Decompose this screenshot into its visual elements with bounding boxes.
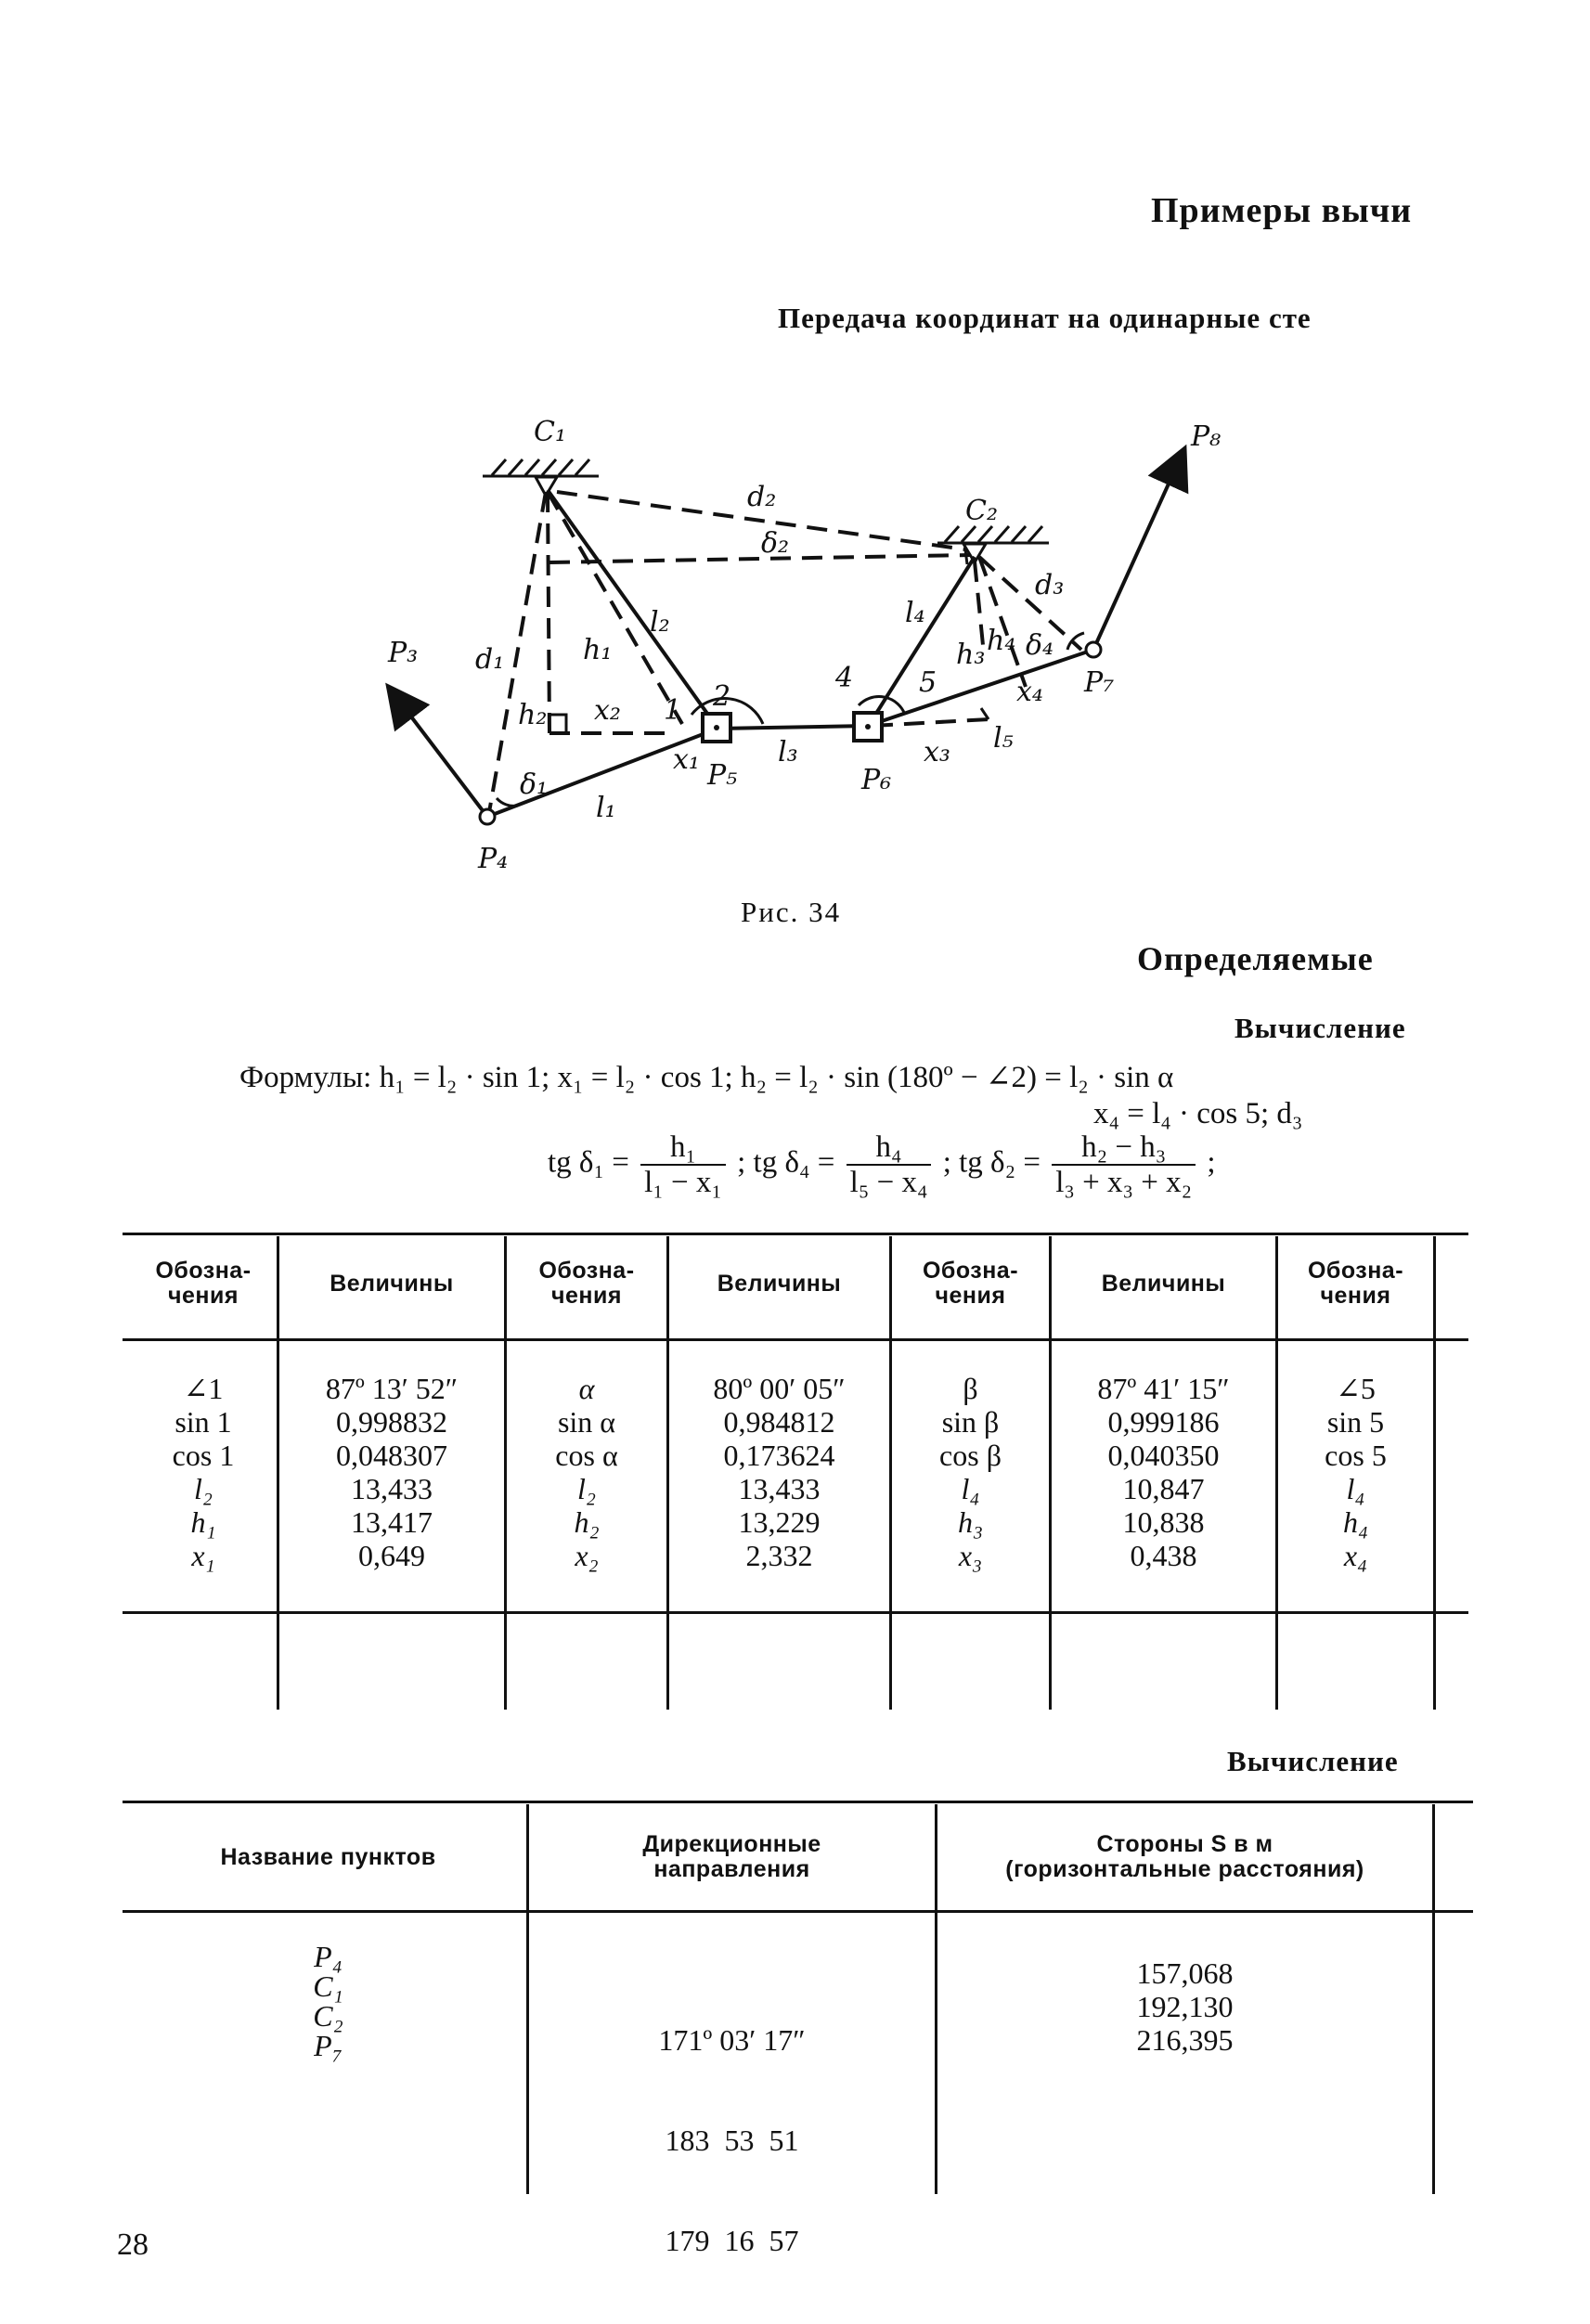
point-p4 [480, 809, 495, 824]
t2-header-3-text: Стороны S в м (горизонтальные расстояния) [1005, 1831, 1364, 1882]
calc-heading-2: Вычисление [1227, 1745, 1399, 1777]
t1-header-7 [1278, 1259, 1433, 1309]
t1-col-6 [1052, 1372, 1275, 1572]
t1-c6-r5: 10,838 [1122, 1505, 1205, 1539]
t1-c7-r4: l₄ [1346, 1472, 1365, 1505]
arrow-p8 [1093, 451, 1183, 650]
t1-col-2 [279, 1372, 504, 1572]
t1-c4-r2: 0,984812 [723, 1405, 835, 1439]
t1-c7-r3: cos 5 [1325, 1439, 1387, 1472]
tg-tail: ; [1207, 1145, 1216, 1180]
t1-c1-r1: ∠1 [183, 1372, 224, 1405]
t1-c1-r2: sin 1 [175, 1405, 232, 1439]
t2-header-1 [130, 1845, 526, 1870]
t1-c3-r2: sin α [557, 1405, 616, 1439]
t1-c4-r6: 2,332 [745, 1539, 813, 1572]
tg2-den: l₅ − x₄ [849, 1166, 928, 1199]
t1-header-4 [669, 1272, 889, 1297]
arrow-p3 [390, 689, 487, 817]
t1-c3-r5: h₂ [574, 1505, 600, 1539]
tg3-left: ; tg δ₂ = [942, 1145, 1041, 1180]
t1-c1-r3: cos 1 [172, 1439, 235, 1472]
t1-c6-r2: 0,999186 [1107, 1405, 1220, 1439]
t1-col-4 [669, 1372, 889, 1572]
tg1-left: tg δ₁ = [548, 1145, 629, 1180]
t2-header-3 [937, 1832, 1432, 1882]
t1-c6-r1: 87º 41′ 15″ [1097, 1372, 1230, 1405]
t1-header-2 [279, 1272, 504, 1297]
tg2-fraction [847, 1130, 932, 1199]
t1-c7-r6: x₄ [1343, 1539, 1368, 1572]
label-x4: x₄ [1016, 676, 1043, 708]
label-x2: x₂ [594, 694, 621, 727]
t1-c6-r3: 0,040350 [1107, 1439, 1220, 1472]
t1-c1-r5: h₁ [190, 1505, 216, 1539]
label-delta2: δ₂ [761, 527, 790, 560]
t1-col-1 [130, 1372, 277, 1572]
label-p5: P₅ [707, 759, 738, 792]
formulas-label: Формулы: [239, 1061, 372, 1094]
wall-hatch-c2 [937, 526, 1049, 543]
label-p6: P₆ [861, 764, 892, 796]
t2-header-2 [529, 1832, 935, 1882]
t2-dir-1: 171º 03′ 17″ [658, 2023, 806, 2057]
t1-c7-r1: ∠5 [1336, 1372, 1376, 1405]
formula-line2: x₄ = l₄ · cos 5; d₃ [1093, 1097, 1303, 1130]
t1-c2-r5: 13,417 [351, 1505, 433, 1539]
t1-c3-r3: cos α [555, 1439, 618, 1472]
tg1-fraction [640, 1130, 726, 1199]
label-p3: P₃ [388, 637, 419, 669]
tg3-fraction [1052, 1130, 1196, 1199]
t1-c2-r1: 87º 13′ 52″ [325, 1372, 459, 1405]
label-delta4: δ₄ [1026, 629, 1054, 662]
t1-header-2-text: Величины [330, 1271, 454, 1297]
label-angle4: 4 [835, 662, 854, 694]
label-p7: P₇ [1084, 666, 1115, 699]
t2-side-1: 157,068 [1136, 1956, 1234, 1990]
t2-point-2: C₁ [313, 1969, 343, 2003]
t1-col-7 [1278, 1372, 1433, 1572]
t1-c1-r6: x₁ [191, 1539, 215, 1572]
t1-c6-r4: 10,847 [1122, 1472, 1205, 1505]
t1-c4-r3: 0,173624 [723, 1439, 835, 1472]
t1-col-3 [507, 1372, 666, 1572]
t1-c5-r3: cos β [939, 1439, 1002, 1472]
tg2-left: ; tg δ₄ = [737, 1145, 835, 1180]
t1-header-5 [892, 1259, 1049, 1309]
t1-header-1-text: Обозна- чения [155, 1258, 252, 1309]
t1-header-7-text: Обозна- чения [1307, 1258, 1404, 1309]
t1-col-5 [892, 1372, 1049, 1572]
label-l5: l₅ [993, 722, 1014, 755]
t1-c2-r6: 0,649 [358, 1539, 425, 1572]
page-title: Примеры вычи [1151, 191, 1413, 230]
t1-c7-r5: h₄ [1342, 1505, 1369, 1539]
t1-header-6-text: Величины [1101, 1271, 1226, 1297]
t1-header-6 [1052, 1272, 1275, 1297]
label-d1: d₁ [475, 643, 505, 676]
t1-c5-r1: β [963, 1372, 978, 1405]
formulas-tg [548, 1130, 1216, 1199]
label-h4: h₄ [987, 625, 1016, 657]
t2-side-2: 192,130 [1136, 1990, 1234, 2023]
figure-34-diagram [371, 408, 1253, 891]
t1-c3-r4: l₂ [576, 1472, 596, 1505]
t1-c5-r6: x₃ [958, 1539, 983, 1572]
figure-caption: Рис. 34 [741, 896, 842, 928]
t1-c7-r2: sin 5 [1326, 1405, 1385, 1439]
label-p8: P₈ [1191, 420, 1222, 453]
label-l3: l₃ [778, 736, 798, 768]
t1-header-4-text: Величины [717, 1271, 842, 1297]
wall-hatch-c1 [483, 459, 599, 476]
label-h3: h₃ [956, 639, 986, 671]
section-heading: Определяемые [1137, 940, 1374, 977]
t2-points [130, 1942, 526, 2060]
label-delta1: δ₁ [520, 768, 549, 801]
calc-heading-1: Вычисление [1235, 1012, 1406, 1044]
label-p4: P₄ [478, 843, 509, 875]
label-c1: C₁ [534, 416, 566, 448]
t1-c2-r4: 13,433 [351, 1472, 433, 1505]
t2-point-1: P₄ [314, 1940, 343, 1973]
tg1-num: h₁ [640, 1130, 726, 1166]
section-subtitle: Передача координат на одинарные сте [778, 302, 1312, 334]
t2-point-3: C₂ [313, 1999, 343, 2033]
t1-c4-r4: 13,433 [738, 1472, 821, 1505]
t2-point-4: P₇ [314, 2029, 343, 2062]
t2-directions [529, 1956, 935, 2324]
t2-header-2-text: Дирекционные направления [642, 1831, 821, 1882]
label-l1: l₁ [596, 792, 616, 824]
t2-sides [937, 1956, 1432, 2057]
formulas-line-1 [239, 1058, 1173, 1095]
t1-header-5-text: Обозна- чения [922, 1258, 1019, 1309]
t1-c4-r1: 80º 00′ 05″ [713, 1372, 846, 1405]
t2-header-1-text: Название пунктов [220, 1844, 436, 1870]
t2-side-3: 216,395 [1136, 2023, 1234, 2057]
point-p7 [1086, 642, 1101, 657]
label-h2: h₂ [518, 699, 548, 731]
t1-header-3-text: Обозна- чения [538, 1258, 635, 1309]
label-angle5: 5 [919, 666, 937, 699]
t1-c4-r5: 13,229 [738, 1505, 821, 1539]
label-h1: h₁ [583, 634, 613, 666]
t1-c2-r3: 0,048307 [336, 1439, 447, 1472]
tg3-den: l₃ + x₃ + x₂ [1055, 1166, 1193, 1199]
label-d3: d₃ [1035, 569, 1065, 601]
t1-c3-r1: α [578, 1372, 595, 1405]
t1-c6-r6: 0,438 [1130, 1539, 1197, 1572]
tg1-den: l₁ − x₁ [644, 1166, 722, 1199]
t1-c2-r2: 0,998832 [336, 1405, 447, 1439]
t1-header-3 [507, 1259, 666, 1309]
t1-c5-r2: sin β [941, 1405, 1000, 1439]
page-number: 28 [117, 2227, 149, 2262]
tg2-num: h₄ [847, 1130, 932, 1166]
label-l4: l₄ [905, 597, 925, 629]
t2-dir-3: 179 16 57 [665, 2224, 799, 2257]
label-angle2: 2 [713, 680, 731, 713]
label-angle1: 1 [664, 694, 682, 727]
t1-c1-r4: l₂ [193, 1472, 213, 1505]
label-l2: l₂ [650, 606, 670, 639]
label-d2: d₂ [747, 481, 777, 513]
formula-line1: h₁ = l₂ · sin 1; x₁ = l₂ · cos 1; h₂ = l₂ · sin (180º − ∠2) = l₂ · sin α [379, 1061, 1174, 1094]
t1-c5-r4: l₄ [961, 1472, 980, 1505]
t1-c5-r5: h₃ [957, 1505, 984, 1539]
label-x3: x₃ [924, 736, 950, 768]
t2-dir-2: 183 53 51 [665, 2124, 799, 2157]
label-c2: C₂ [965, 495, 998, 527]
t1-header-1 [130, 1259, 277, 1309]
label-x1: x₁ [673, 743, 700, 776]
t1-c3-r6: x₂ [575, 1539, 599, 1572]
tg3-num: h₂ − h₃ [1052, 1130, 1196, 1166]
